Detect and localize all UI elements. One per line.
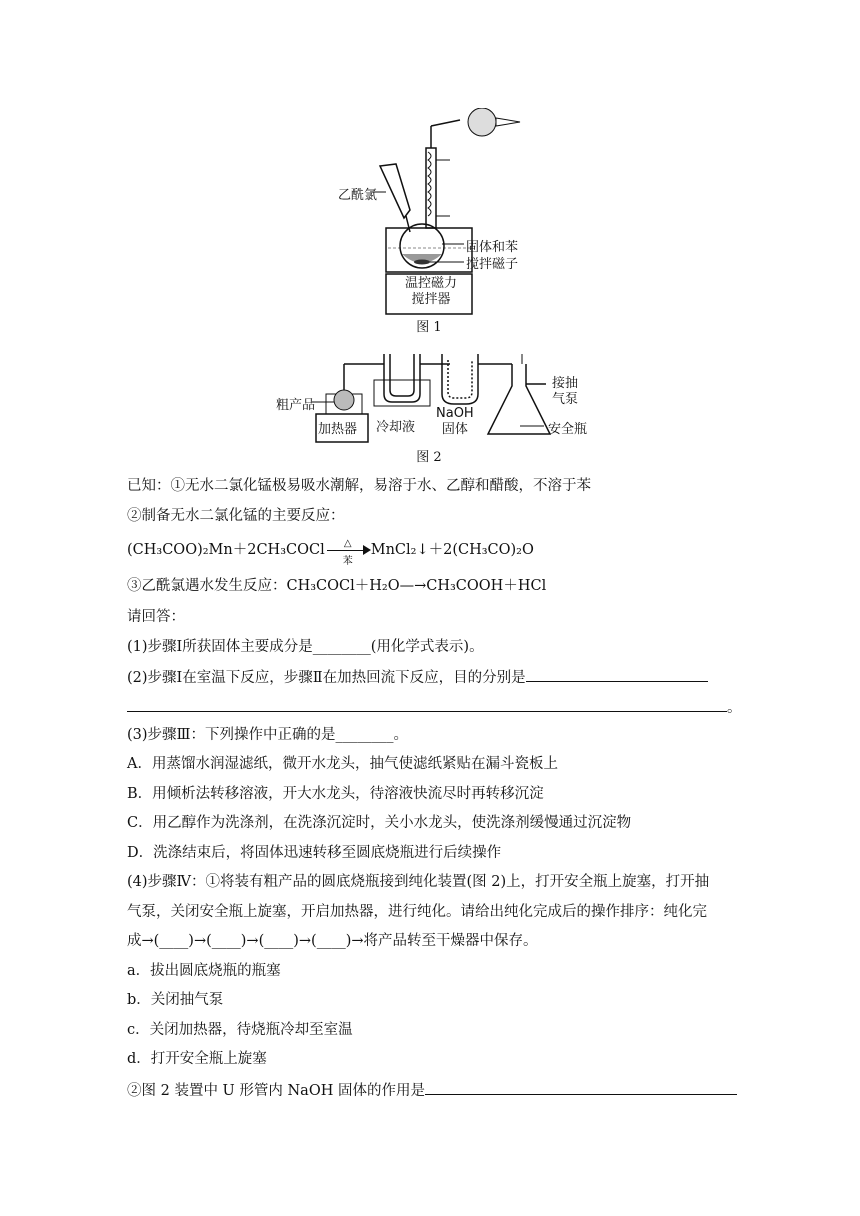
condition-heat: △: [343, 538, 352, 549]
reaction-arrow: [325, 538, 371, 567]
answer-blank-q4-2: [425, 1079, 737, 1095]
option-c: c．关闭加热器，待烧瓶冷却至室温: [127, 1022, 353, 1038]
label-crude-product: 粗产品: [276, 398, 316, 413]
question-4-part-2-text: ②图 2 装置中 U 形管内 NaOH 固体的作用是: [127, 1083, 425, 1099]
label-pump-line1: 接抽: [552, 376, 579, 391]
condenser-coil: [428, 152, 431, 216]
label-pump-line2: 气泵: [552, 392, 579, 407]
label-naoh-solid: [436, 406, 474, 438]
label-pump: [552, 376, 578, 408]
label-solid-benzene: 固体和苯: [466, 240, 519, 255]
label-safety-bottle: 安全瓶: [548, 422, 588, 437]
label-acetyl-chloride: 乙酰氯: [338, 188, 378, 203]
label-stir-bar: 搅拌磁子: [466, 257, 519, 272]
known-1: 已知：①无水二氯化锰极易吸水潮解，易溶于水、乙醇和醋酸，不溶于苯: [127, 478, 591, 494]
question-3-option-b: B．用倾析法转移溶液，开大水龙头，待溶液快流尽时再转移沉淀: [127, 786, 544, 802]
question-4-line-2: 气泵，关闭安全瓶上旋塞，开启加热器，进行纯化。请给出纯化完成后的操作排序：纯化完: [127, 904, 707, 920]
label-naoh-line2: 固体: [441, 422, 468, 437]
question-3-option-d: D．洗涤结束后，将固体迅速转移至圆底烧瓶进行后续操作: [127, 845, 502, 861]
question-4-line-3: 成→(____)→(____)→(____)→(____)→将产品转至干燥器中保存。: [127, 933, 538, 949]
question-2-text: (2)步骤Ⅰ在室温下反应，步骤Ⅱ在加热回流下反应，目的分别是: [127, 670, 526, 686]
question-3: (3)步骤Ⅲ：下列操作中正确的是________。: [127, 727, 409, 743]
dropping-funnel: [380, 164, 410, 218]
ask-line: 请回答：: [127, 609, 185, 625]
question-2-end: 。: [727, 700, 742, 716]
known-2: ②制备无水二氯化锰的主要反应：: [127, 508, 345, 524]
safety-bottle: [488, 364, 550, 434]
option-a: a．拔出圆底烧瓶的瓶塞: [127, 963, 281, 979]
figure-1-caption: 图 1: [416, 320, 442, 335]
figure-2-caption: 图 2: [416, 450, 442, 465]
option-d: d．打开安全瓶上旋塞: [127, 1051, 267, 1067]
label-coolant: 冷却液: [376, 420, 416, 435]
label-stirrer-line1: 温控磁力: [404, 276, 457, 291]
question-1: (1)步骤Ⅰ所获固体主要成分是________(用化学式表示)。: [127, 639, 484, 655]
label-stirrer-line2: 搅拌器: [411, 292, 451, 307]
reaction-equation: [127, 538, 534, 567]
equation-right: MnCl₂↓＋2(CH₃CO)₂O: [370, 542, 534, 558]
drying-tube-bulb: [468, 108, 496, 136]
label-naoh-line1: NaOH: [436, 406, 474, 421]
option-b: b．关闭抽气泵: [127, 992, 224, 1008]
question-4-part-2: [127, 1079, 737, 1101]
stir-bar: [414, 260, 430, 265]
label-heater: 加热器: [318, 422, 358, 437]
question-2-cont: [127, 696, 742, 718]
question-3-option-c: C．用乙醇作为洗涤剂，在洗涤沉淀时，关小水龙头，使洗涤剂缓慢通过沉淀物: [127, 815, 632, 831]
answer-blank-q2-line1: [526, 666, 708, 682]
condition-benzene: 苯: [342, 556, 353, 567]
known-3: ③乙酰氯遇水发生反应：CH₃COCl＋H₂O—→CH₃COOH＋HCl: [127, 578, 547, 594]
answer-blank-q2-line2: [127, 696, 727, 712]
drying-tube-outlet: [496, 118, 520, 126]
question-2: [127, 666, 708, 688]
water-bath: [386, 228, 472, 272]
crude-flask: [334, 390, 354, 410]
question-3-option-a: A．用蒸馏水润湿滤纸，微开水龙头，抽气使滤纸紧贴在漏斗瓷板上: [127, 756, 558, 772]
question-4-line-1: (4)步骤Ⅳ：①将装有粗产品的圆底烧瓶接到纯化装置(图 2)上，打开安全瓶上旋塞，打开抽: [127, 874, 710, 890]
label-stirrer: [388, 276, 474, 308]
equation-left: (CH₃COO)₂Mn＋2CH₃COCl: [127, 542, 325, 558]
